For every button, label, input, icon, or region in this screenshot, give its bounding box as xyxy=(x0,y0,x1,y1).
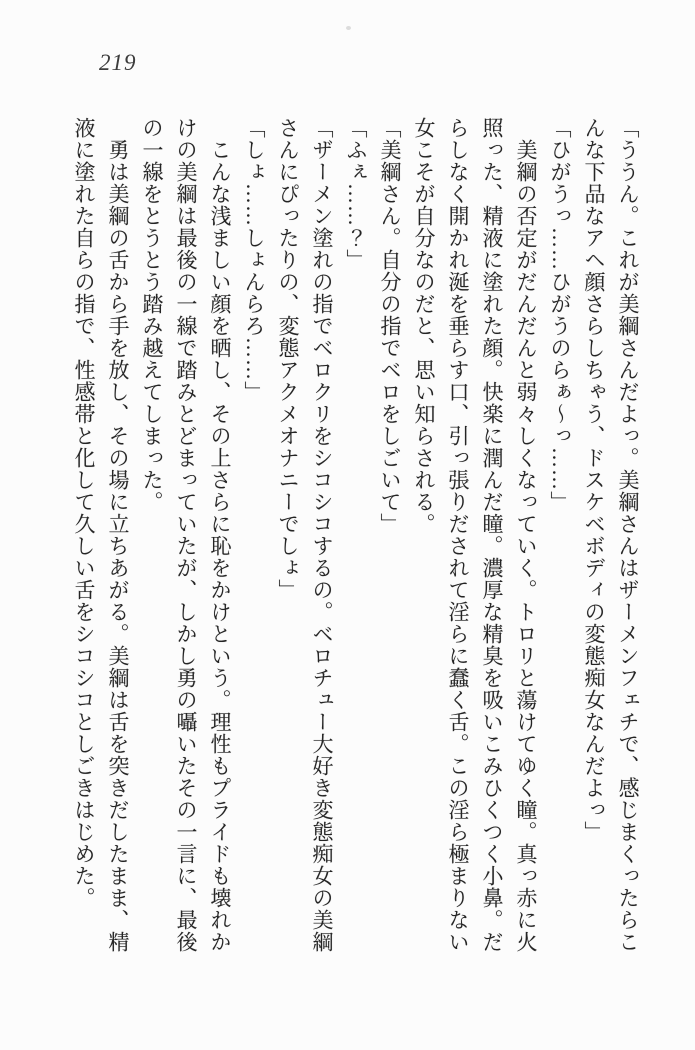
text-line: 「ふぇ……？」 xyxy=(344,117,368,271)
scan-speck xyxy=(346,26,351,30)
body-text-block xyxy=(67,117,645,959)
text-line: の一線をとうとう踏み越えてしまった。 xyxy=(140,117,164,513)
text-line: 「美綱さん。自分の指でベロをしごいて」 xyxy=(378,117,402,535)
text-line: 勇は美綱の舌から手を放し、その場に立ちあがる。美綱は舌を突きだしたまま、精 xyxy=(106,117,130,953)
page-number: 219 xyxy=(99,50,137,75)
text-line: けの美綱は最後の一線で踏みとどまっていたが、しかし勇の囁いたその一言に、最後 xyxy=(174,117,198,953)
text-line: 女こそが自分なのだと、思い知らされる。 xyxy=(412,117,436,535)
text-line: らしなく開かれ涎を垂らす口、引っ張りだされて淫らに蠢く舌。この淫ら極まりない xyxy=(446,117,470,953)
text-line: 「ザーメン塗れの指でベロクリをシコシコするの。ベロチュー大好き変態痴女の美綱 xyxy=(310,117,334,953)
text-line: 照った、精液に塗れた顔。快楽に潤んだ瞳。濃厚な精臭を吸いこみひくつく小鼻。だ xyxy=(480,117,504,953)
text-line: 「しょ……しょんらろ……」 xyxy=(242,117,266,403)
text-line: 「ううん。これが美綱さんだよっ。美綱さんはザーメンフェチで、感じまくったらこ xyxy=(616,117,640,953)
text-line: さんにぴったりの、変態アクメオナニーでしょ」 xyxy=(276,117,300,601)
text-line: 美綱の否定がだんだんと弱々しくなっていく。トロリと蕩けてゆく瞳。真っ赤に火 xyxy=(514,117,538,953)
text-line: 「ひがうっ……ひがうのらぁ～っ……」 xyxy=(548,117,572,513)
text-line: こんな浅ましい顔を晒し、その上さらに恥をかけという。理性もプライドも壊れか xyxy=(208,117,232,953)
text-line: んな下品なアヘ顔さらしちゃう、ドスケベボディの変態痴女なんだよっ」 xyxy=(582,117,606,843)
text-line: 液に塗れた自らの指で、性感帯と化して久しい舌をシコシコとしごきはじめた。 xyxy=(72,117,96,909)
